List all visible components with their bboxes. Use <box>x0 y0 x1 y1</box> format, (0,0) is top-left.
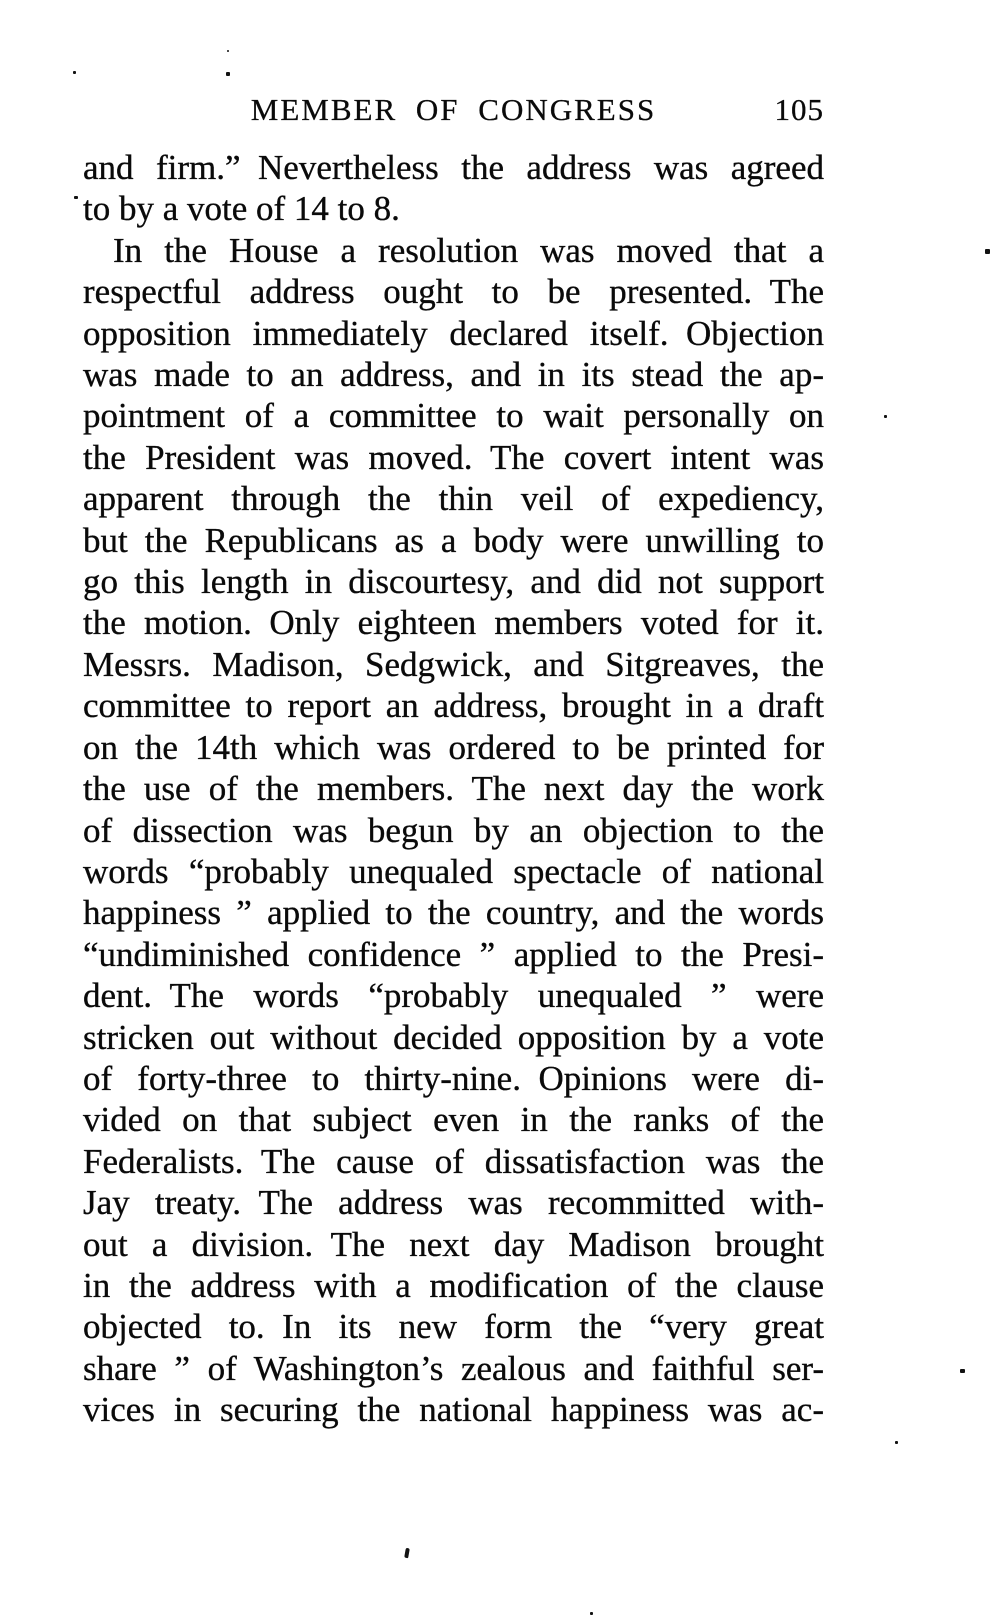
text-line: but the Republicans as a body were unwilling to <box>83 520 824 560</box>
text-line: happiness ” applied to the country, and the words <box>83 893 824 933</box>
text-line: vices in securing the national happiness was ac- <box>83 1390 824 1430</box>
scan-speck <box>884 415 887 418</box>
scan-speck <box>73 71 76 74</box>
text-line: the use of the members. The next day the work <box>83 769 824 809</box>
text-line: committee to report an address, brought in a draft <box>83 686 824 726</box>
text-line: “undiminished confidence ” applied to the Presi- <box>83 934 824 974</box>
text-line: the President was moved. The covert intent was <box>83 437 824 477</box>
scan-speck <box>74 196 78 199</box>
text-line: was made to an address, and in its stead the ap- <box>83 355 824 395</box>
text-line: Federalists. The cause of dissatisfaction was the <box>83 1141 824 1181</box>
text-line: of dissection was begun by an objection to the <box>83 810 824 850</box>
text-line: and firm.” Nevertheless the address was agreed <box>83 148 824 187</box>
text-line: Messrs. Madison, Sedgwick, and Sitgreaves, the <box>83 644 824 684</box>
scan-speck <box>404 1548 410 1559</box>
scan-speck <box>895 1441 898 1444</box>
text-line: Jay treaty. The address was recommitted with- <box>83 1183 824 1223</box>
text-line: to by a vote of 14 to 8. <box>83 189 400 229</box>
text-line: opposition immediately declared itself. Objection <box>83 313 824 353</box>
text-line: respectful address ought to be presented. The <box>83 272 824 312</box>
body-text <box>83 147 824 1431</box>
page-number: 105 <box>774 92 824 127</box>
text-line: the motion. Only eighteen members voted for it. <box>83 603 824 643</box>
text-line: share ” of Washington’s zealous and faithful ser- <box>83 1348 824 1388</box>
text-line: objected to. In its new form the “very great <box>83 1307 824 1347</box>
page-header <box>83 94 824 128</box>
text-line: vided on that subject even in the ranks of the <box>83 1100 824 1140</box>
scan-speck <box>960 1369 965 1373</box>
scan-speck <box>227 50 229 52</box>
text-line: out a division. The next day Madison brought <box>83 1224 824 1264</box>
scan-speck <box>590 1612 593 1615</box>
text-line: stricken out without decided opposition by a vote <box>83 1017 824 1057</box>
text-line: apparent through the thin veil of expediency, <box>83 479 824 519</box>
text-line: pointment of a committee to wait personally on <box>83 396 824 436</box>
text-line: words “probably unequaled spectacle of national <box>83 851 824 891</box>
text-line: dent. The words “probably unequaled ” were <box>83 976 824 1016</box>
text-line: of forty-three to thirty-nine. Opinions were di- <box>83 1058 824 1098</box>
scan-speck <box>985 249 990 254</box>
running-title: MEMBER OF CONGRESS <box>250 92 657 127</box>
text-line: in the address with a modification of the clause <box>83 1265 824 1305</box>
text-line: on the 14th which was ordered to be printed for <box>83 727 824 767</box>
text-line: go this length in discourtesy, and did not support <box>83 562 824 602</box>
scan-speck <box>226 72 230 76</box>
text-line: In the House a resolution was moved that a <box>113 230 824 270</box>
